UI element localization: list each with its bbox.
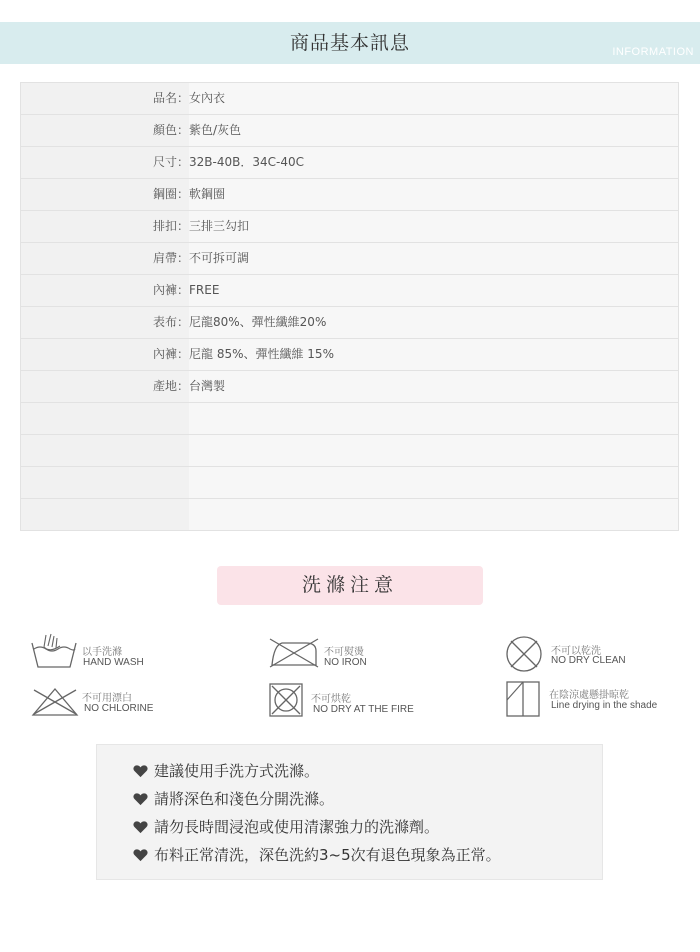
info-title: 商品基本訊息 — [289, 32, 410, 54]
care-zh-label: 不可熨燙 — [324, 647, 364, 658]
hand-wash-icon — [30, 633, 78, 671]
heart-icon — [133, 849, 148, 862]
spec-row — [21, 435, 678, 467]
spec-row — [21, 147, 678, 179]
care-item-no-dry-clean — [505, 635, 695, 675]
wash-title: 洗滌注意 — [217, 566, 483, 605]
care-item-no-iron — [268, 637, 448, 677]
care-en-label: NO DRY CLEAN — [551, 655, 626, 666]
care-en-label: NO DRY AT THE FIRE — [313, 704, 414, 715]
care-zh-label: 不可以乾洗 — [551, 646, 601, 657]
heart-icon — [133, 793, 148, 806]
heart-icon — [133, 765, 148, 778]
spec-row — [21, 211, 678, 243]
spec-text: 內褲：尼龍 85%、彈性纖維 15% — [153, 347, 334, 361]
line-dry-shade-icon — [505, 680, 541, 718]
spec-row — [21, 467, 678, 499]
heart-icon — [133, 821, 148, 834]
care-zh-label: 在陰涼處懸掛晾乾 — [549, 690, 629, 701]
no-dry-clean-icon — [505, 635, 545, 675]
no-iron-icon — [268, 637, 320, 669]
no-chlorine-icon — [30, 686, 80, 718]
care-en-label: HAND WASH — [83, 657, 144, 668]
spec-text: 內褲：FREE — [153, 283, 220, 297]
spec-row — [21, 115, 678, 147]
info-header-bar — [0, 22, 700, 64]
no-tumble-dry-icon — [268, 682, 304, 718]
care-en-label: NO CHLORINE — [84, 703, 154, 714]
spec-row — [21, 403, 678, 435]
wash-note-text: 請勿長時間浸泡或使用清潔強力的洗滌劑。 — [154, 818, 440, 836]
care-en-label: Line drying in the shade — [551, 700, 658, 711]
care-zh-label: 以手洗滌 — [82, 647, 122, 658]
spec-text: 尺寸：32B-40B．34C-40C — [153, 155, 304, 169]
spec-text: 排扣：三排三勾扣 — [153, 219, 250, 233]
wash-note-text: 建議使用手洗方式洗滌。 — [154, 762, 320, 780]
care-item-no-chlorine — [30, 686, 210, 726]
spec-text: 肩帶：不可拆可調 — [153, 251, 250, 265]
wash-notes-box — [96, 744, 603, 880]
care-item-hand-wash — [30, 633, 210, 673]
spec-text: 顏色：紫色/灰色 — [153, 123, 242, 137]
spec-row — [21, 179, 678, 211]
spec-row — [21, 339, 678, 371]
spec-row — [21, 371, 678, 403]
spec-text: 表布：尼龍80%、彈性纖維20% — [153, 315, 327, 329]
spec-text: 品名：女內衣 — [153, 91, 226, 105]
spec-row — [21, 275, 678, 307]
spec-row — [21, 243, 678, 275]
care-item-line-dry-shade — [505, 680, 695, 720]
spec-table — [20, 82, 679, 531]
care-item-no-tumble-dry — [268, 682, 448, 722]
info-subtitle: INFORMATION — [612, 46, 694, 58]
spec-text: 鋼圈：軟鋼圈 — [153, 187, 226, 201]
care-en-label: NO IRON — [324, 657, 367, 668]
spec-row — [21, 499, 678, 531]
spec-row — [21, 307, 678, 339]
care-zh-label: 不可烘乾 — [311, 694, 351, 705]
care-zh-label: 不可用漂白 — [82, 693, 132, 704]
spec-text: 產地：台灣製 — [153, 379, 226, 393]
spec-row — [21, 83, 678, 115]
wash-note-text: 請將深色和淺色分開洗滌。 — [154, 790, 335, 808]
wash-note-text: 布料正常清洗，深色洗約3~5次有退色現象為正常。 — [154, 846, 501, 864]
